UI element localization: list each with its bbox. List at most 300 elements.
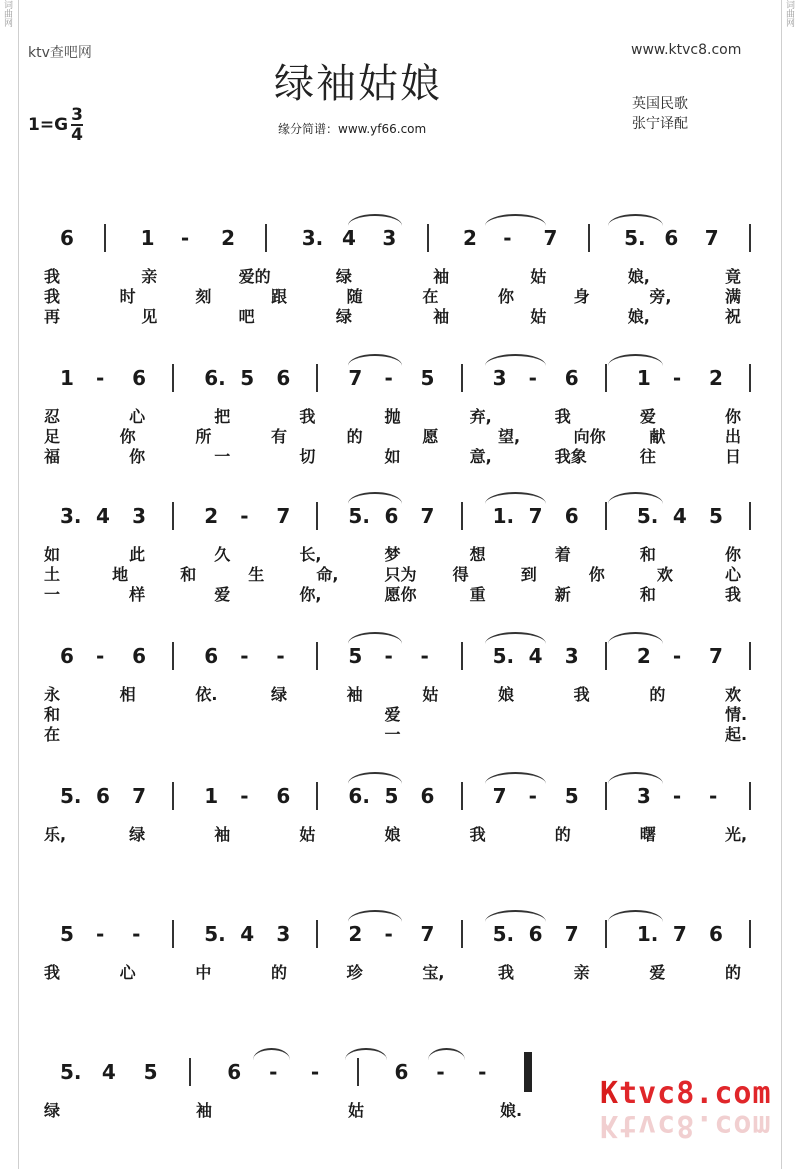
slur (348, 910, 403, 922)
lyric-word: 你, (299, 585, 322, 604)
lyric-word: 满 (725, 287, 742, 306)
lyric-word: 土 (44, 565, 61, 584)
barline (461, 782, 463, 810)
lyric-word: 再 (44, 307, 61, 326)
lyric-word: 随 (346, 287, 363, 306)
note: 1 (60, 366, 74, 390)
barline (316, 642, 318, 670)
site-name-left: ktv查吧网 (28, 45, 92, 61)
barline (265, 224, 267, 252)
note: 6 (394, 1060, 409, 1084)
right-watermark-text: 词曲网 (784, 0, 794, 27)
note: 3 (492, 366, 507, 390)
barline (172, 920, 174, 948)
left-watermark-strip (0, 0, 19, 1169)
note: 5. (348, 504, 370, 528)
lyric-word: 梦 (384, 545, 401, 564)
lyric-word: 得 (452, 565, 469, 584)
note-extension: - (384, 922, 393, 946)
lyric-word: 袖 (433, 307, 450, 326)
note-extension: - (503, 226, 512, 250)
lyric-word: 宝, (422, 963, 445, 982)
lyric-word: 忍 (44, 407, 61, 426)
lyric-word: 此 (129, 545, 146, 564)
note-extension: - (96, 366, 105, 390)
note: 5 (564, 784, 579, 808)
lyric-word: 欢 (656, 565, 673, 584)
lyric-word: 绿 (129, 825, 146, 844)
slur (608, 772, 663, 784)
note-extension: - (96, 644, 105, 668)
note: 5 (240, 366, 255, 390)
lyric-word: 和 (44, 705, 61, 724)
note: 5. (204, 922, 226, 946)
note: 7 (704, 226, 719, 250)
note: 6 (60, 644, 74, 668)
lyric-word: 生 (248, 565, 265, 584)
note-extension: - (180, 226, 190, 250)
barline (172, 364, 174, 392)
lyric-word: 我 (725, 585, 742, 604)
lyric-word: 切 (299, 447, 316, 466)
lyric-word: 旁, (649, 287, 672, 306)
lyric-word: 心 (129, 407, 146, 426)
barline (461, 364, 463, 392)
lyric-word: 爱 (639, 407, 656, 426)
barline (427, 224, 429, 252)
song-title: 绿袖姑娘 (274, 61, 442, 107)
note: 5 (708, 504, 723, 528)
note-extension: - (276, 644, 285, 668)
notes-row (0, 504, 800, 532)
note: 1 (636, 366, 651, 390)
note: 7 (420, 922, 435, 946)
barline (461, 642, 463, 670)
barline (605, 782, 607, 810)
lyric-word: 新 (554, 585, 571, 604)
note: 1 (140, 226, 155, 250)
note: 2 (462, 226, 477, 250)
lyric-word: 足 (44, 427, 61, 446)
slur (485, 214, 547, 226)
lyric-word: 娘, (627, 307, 650, 326)
note: 7 (528, 504, 543, 528)
note-extension: - (384, 644, 393, 668)
note: 6 (528, 922, 543, 946)
lyric-word: 望, (498, 427, 521, 446)
song-origin: 英国民歌 (632, 96, 688, 112)
lyric-word: 弃, (469, 407, 492, 426)
lyric-word: 我象 (554, 447, 587, 466)
lyric-word: 和 (180, 565, 197, 584)
lyric-word: 我 (44, 963, 61, 982)
lyric-word: 抛 (384, 407, 401, 426)
slur (253, 1048, 290, 1060)
lyric-word: 你 (588, 565, 605, 584)
barline (316, 364, 318, 392)
note-extension: - (708, 784, 718, 808)
slur (608, 354, 663, 366)
lyric-word: 欢 (725, 685, 742, 704)
lyric-word: 娘, (627, 267, 650, 286)
lyric-word: 我 (469, 825, 486, 844)
lyric-word: 想 (469, 545, 486, 564)
note: 4 (96, 504, 110, 528)
lyric-word: 献 (649, 427, 666, 446)
note: 3. (301, 226, 324, 250)
note: 5 (143, 1060, 158, 1084)
lyric-word: 亲 (141, 267, 158, 286)
note: 5 (348, 644, 363, 668)
lyric-word: 你 (498, 287, 515, 306)
lyric-word: 袖 (196, 1101, 213, 1120)
source-line: 缘分简谱：www.yf66.com (278, 122, 427, 136)
barline (316, 920, 318, 948)
note: 7 (420, 504, 435, 528)
barline (605, 502, 607, 530)
note: 6 (204, 644, 219, 668)
lyric-word: 刻 (195, 287, 212, 306)
note: 3 (132, 504, 147, 528)
barline (588, 224, 590, 252)
lyric-word: 中 (195, 963, 212, 982)
lyric-word: 我 (44, 287, 61, 306)
slur (608, 632, 663, 644)
note: 3 (276, 922, 291, 946)
lyric-word: 愿 (422, 427, 439, 446)
song-arranger: 张宁译配 (632, 116, 688, 132)
note: 5. (624, 226, 646, 250)
note: 5. (492, 644, 515, 668)
barline (749, 642, 751, 670)
note-extension: - (420, 644, 429, 668)
lyric-word: 姑 (530, 267, 547, 286)
barline (605, 920, 607, 948)
lyric-word: 重 (469, 585, 486, 604)
lyric-word: 和 (639, 545, 656, 564)
note: 5 (384, 784, 399, 808)
note: 2 (221, 226, 236, 250)
lyric-word: 时 (119, 287, 136, 306)
site-url-right: www.ktvc8.com (631, 42, 742, 58)
slur (485, 492, 547, 504)
logo-reflection-rest: tvc8.com (619, 1108, 772, 1143)
site-logo (600, 1076, 772, 1111)
credits (632, 94, 688, 134)
slur (608, 214, 663, 226)
note: 6 (664, 226, 679, 250)
meter-top: 3 (71, 105, 83, 125)
final-barline (524, 1052, 532, 1092)
lyric-word: 在 (422, 287, 439, 306)
lyric-word: 姑 (348, 1101, 365, 1120)
note: 6 (276, 366, 291, 390)
key-label: 1=G (28, 115, 69, 135)
left-watermark-text: 词曲网 (2, 0, 12, 27)
note: 2 (636, 644, 651, 668)
note-extension: - (672, 366, 682, 390)
lyric-word: 姑 (422, 685, 439, 704)
lyric-word: 爱的 (238, 267, 271, 286)
lyric-word: 跟 (271, 287, 288, 306)
lyric-word: 命, (316, 565, 339, 584)
slur (485, 910, 547, 922)
lyric-word: 所 (195, 427, 212, 446)
lyric-word: 日 (725, 447, 742, 466)
lyric-word: 依. (195, 685, 218, 704)
note-extension: - (269, 1060, 278, 1084)
lyric-word: 向你 (573, 427, 606, 446)
right-watermark-strip (781, 0, 800, 1169)
lyric-word: 袖 (346, 685, 363, 704)
lyric-word: 永 (44, 685, 61, 704)
key-signature (28, 107, 83, 143)
slur (485, 354, 547, 366)
lyric-word: 爱 (214, 585, 231, 604)
note: 6 (564, 366, 579, 390)
lyric-word: 一 (44, 585, 61, 604)
lyric-word: 绿 (335, 267, 352, 286)
note: 6 (227, 1060, 242, 1084)
note: 3 (636, 784, 651, 808)
logo-reflection-k: K (600, 1108, 620, 1143)
lyric-word: 姑 (299, 825, 316, 844)
lyric-word: 光, (725, 825, 748, 844)
note: 4 (240, 922, 255, 946)
note: 6. (204, 366, 226, 390)
slur (348, 772, 403, 784)
slur (608, 910, 663, 922)
lyric-word: 到 (520, 565, 537, 584)
note-extension: - (672, 644, 682, 668)
lyric-word: 的 (346, 427, 363, 446)
time-signature (71, 107, 83, 143)
barline (749, 224, 751, 252)
slur (348, 354, 403, 366)
lyric-word: 的 (725, 963, 742, 982)
note: 6 (708, 922, 723, 946)
lyric-word: 竟 (725, 267, 742, 286)
note: 4 (101, 1060, 116, 1084)
lyric-word: 把 (214, 407, 231, 426)
note: 7 (348, 366, 363, 390)
lyric-word: 一 (214, 447, 231, 466)
note: 4 (342, 226, 356, 250)
barline (189, 1058, 191, 1086)
slur (485, 772, 547, 784)
barline (104, 224, 106, 252)
note: 5 (420, 366, 435, 390)
lyric-word: 愿你 (384, 585, 417, 604)
lyric-word: 心 (119, 963, 136, 982)
note: 5. (60, 1060, 82, 1084)
slur (348, 632, 403, 644)
note: 5. (492, 922, 515, 946)
lyric-word: 久 (214, 545, 231, 564)
lyric-word: 姑 (530, 307, 547, 326)
note: 6 (276, 784, 291, 808)
lyric-word: 绿 (335, 307, 352, 326)
lyric-word: 如 (44, 545, 61, 564)
lyric-word: 起. (725, 725, 748, 744)
lyric-word: 亲 (573, 963, 590, 982)
lyric-word: 我 (299, 407, 316, 426)
note: 3 (564, 644, 579, 668)
lyric-word: 你 (129, 447, 146, 466)
note: 1. (636, 922, 659, 946)
lyric-word: 绿 (271, 685, 288, 704)
lyric-word: 一 (384, 725, 401, 744)
barline (316, 782, 318, 810)
note: 7 (708, 644, 723, 668)
note-extension: - (132, 922, 141, 946)
slur (608, 492, 663, 504)
barline (172, 782, 174, 810)
lyric-word: 爱 (384, 705, 401, 724)
lyric-word: 福 (44, 447, 61, 466)
slur (348, 492, 403, 504)
barline (749, 364, 751, 392)
lyric-word: 的 (649, 685, 666, 704)
note: 4 (672, 504, 687, 528)
note: 2 (348, 922, 363, 946)
slur (348, 214, 403, 226)
note: 7 (564, 922, 579, 946)
lyric-word: 我 (44, 267, 61, 286)
logo-k: K (600, 1076, 620, 1111)
note: 5 (60, 922, 74, 946)
lyric-word: 我 (554, 407, 571, 426)
note: 7 (672, 922, 687, 946)
lyric-word: 我 (498, 963, 515, 982)
note: 6 (132, 644, 147, 668)
lyric-word: 的 (554, 825, 571, 844)
lyric-word: 意, (469, 447, 492, 466)
lyric-word: 娘 (384, 825, 401, 844)
note: 7 (492, 784, 507, 808)
lyric-word: 你 (725, 545, 742, 564)
lyric-word: 娘. (500, 1101, 523, 1120)
note: 6 (420, 784, 435, 808)
lyric-word: 出 (725, 427, 742, 446)
notes-row (0, 922, 800, 950)
barline (172, 642, 174, 670)
lyric-word: 曙 (639, 825, 656, 844)
barline (461, 920, 463, 948)
note: 6 (564, 504, 579, 528)
barline (749, 502, 751, 530)
lyric-word: 你 (725, 407, 742, 426)
lyric-word: 祝 (725, 307, 742, 326)
site-logo-reflection (600, 1108, 772, 1143)
note-extension: - (240, 644, 249, 668)
note: 1 (204, 784, 219, 808)
note: 4 (528, 644, 543, 668)
note-extension: - (528, 366, 537, 390)
note: 3 (382, 226, 397, 250)
notes-row (0, 366, 800, 394)
lyric-word: 绿 (44, 1101, 61, 1120)
note: 7 (543, 226, 558, 250)
meter-bottom: 4 (71, 125, 83, 145)
note-extension: - (310, 1060, 320, 1084)
note: 7 (276, 504, 291, 528)
lyric-word: 在 (44, 725, 61, 744)
lyric-word: 心 (725, 565, 742, 584)
barline (461, 502, 463, 530)
lyric-word: 样 (129, 585, 146, 604)
lyric-word: 身 (573, 287, 590, 306)
barline (357, 1058, 359, 1086)
lyric-word: 有 (271, 427, 288, 446)
lyric-word: 你 (119, 427, 136, 446)
note: 5. (636, 504, 659, 528)
note-extension: - (478, 1060, 487, 1084)
note-extension: - (240, 504, 249, 528)
lyric-word: 娘 (498, 685, 515, 704)
lyric-word: 往 (639, 447, 656, 466)
lyric-word: 袖 (433, 267, 450, 286)
slur (485, 632, 547, 644)
note-extension: - (384, 366, 393, 390)
lyric-word: 着 (554, 545, 571, 564)
notes-row (0, 784, 800, 812)
note: 6 (96, 784, 110, 808)
note: 3. (60, 504, 82, 528)
slur (428, 1048, 465, 1060)
note-extension: - (528, 784, 537, 808)
lyric-word: 乐, (44, 825, 67, 844)
lyric-word: 的 (271, 963, 288, 982)
note: 7 (132, 784, 147, 808)
note-extension: - (672, 784, 682, 808)
notes-row (0, 226, 800, 254)
note: 6 (384, 504, 399, 528)
lyric-word: 见 (141, 307, 158, 326)
lyric-word: 我 (573, 685, 590, 704)
note: 2 (204, 504, 219, 528)
barline (172, 502, 174, 530)
barline (605, 364, 607, 392)
note: 6. (348, 784, 370, 808)
barline (605, 642, 607, 670)
lyric-word: 爱 (649, 963, 666, 982)
note: 2 (708, 366, 723, 390)
note: 5. (60, 784, 82, 808)
note-extension: - (436, 1060, 445, 1084)
lyric-word: 情. (725, 705, 748, 724)
lyric-word: 只为 (384, 565, 417, 584)
lyric-word: 相 (119, 685, 136, 704)
note: 6 (132, 366, 147, 390)
barline (749, 782, 751, 810)
lyric-word: 袖 (214, 825, 231, 844)
note: 6 (60, 226, 74, 250)
note-extension: - (96, 922, 105, 946)
barline (749, 920, 751, 948)
lyric-word: 长, (299, 545, 322, 564)
lyric-word: 珍 (346, 963, 363, 982)
barline (316, 502, 318, 530)
lyric-word: 吧 (238, 307, 255, 326)
notes-row (0, 644, 800, 672)
lyric-word: 地 (112, 565, 129, 584)
slur (345, 1048, 386, 1060)
logo-rest: tvc8.com (619, 1076, 772, 1111)
lyric-word: 如 (384, 447, 401, 466)
note-extension: - (240, 784, 249, 808)
note: 1. (492, 504, 515, 528)
